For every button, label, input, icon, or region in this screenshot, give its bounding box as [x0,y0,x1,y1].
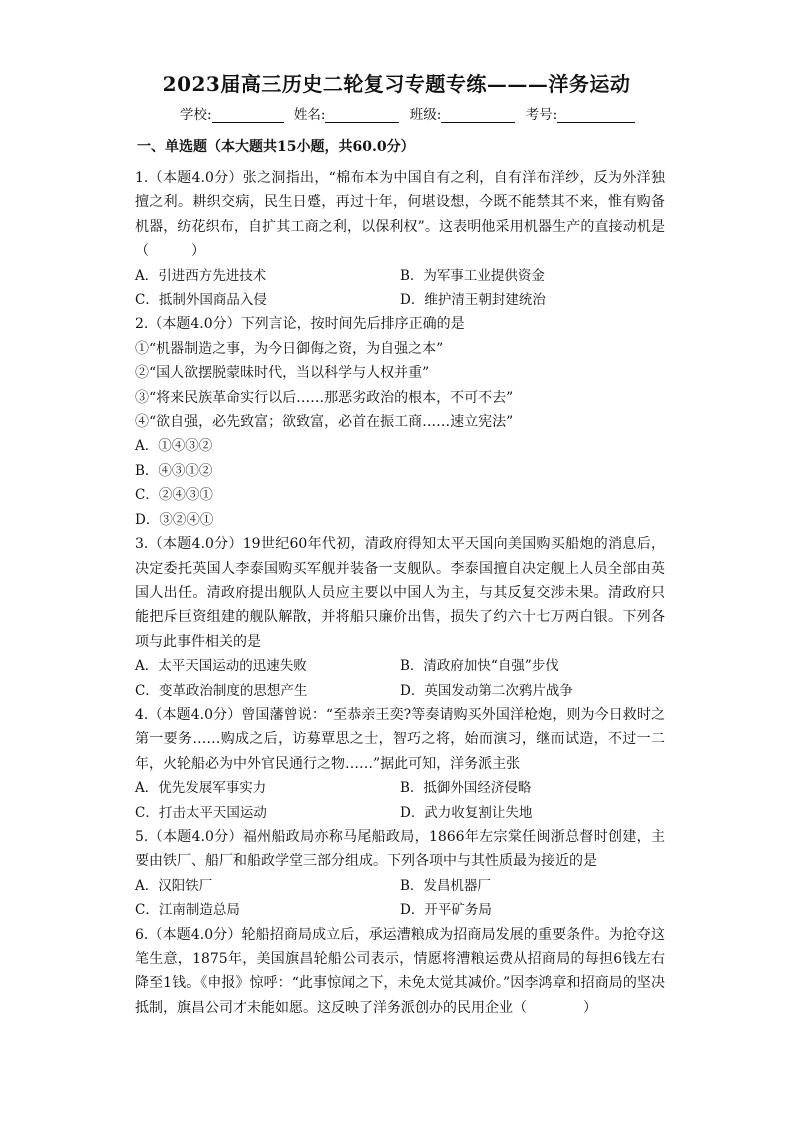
name-label: 姓名: [293,107,326,123]
option-row [135,874,665,898]
option-b[interactable]: B．清政府加快“自强”步伐 [400,658,559,675]
option-b[interactable]: B．发昌机器厂 [400,877,491,894]
option-row [135,679,665,703]
option-a[interactable]: A．优先发展军事实力 [135,780,267,797]
option-row [135,654,665,678]
school-label: 学校: [180,107,212,123]
exam-number-label: 考号: [525,107,558,123]
question-stem: 4.（本题4.0分）曾国藩曾说：“至恭亲王奕?等奏请购买外国洋枪炮，则为今日救时之第一要务……购成之后，访募覃思之士，智巧之将，始而演习，继而试造，不过一二年，火轮船必为中外官民通行之物……”据此可知，洋务派主张 [135,706,665,772]
school-field[interactable] [212,108,284,123]
option-d[interactable]: D．开平矿务局 [400,902,492,919]
option-c[interactable]: C．抵制外国商品入侵 [135,292,267,309]
question-stem: 5.（本题4.0分）福州船政局亦称马尾船政局，1866年左宗棠任闽浙总督时创建，主要由铁厂、船厂和船政学堂三部分组成。下列各项中与其性质最为接近的是 [135,828,665,870]
option-c[interactable]: C．②④③① [135,487,213,504]
statement: ①“机器制造之事，为今日御侮之资，为自强之本” [135,340,444,357]
page-title: 2023届高三历史二轮复习专题专练———洋务运动 [162,72,631,96]
option-a[interactable]: A．太平天国运动的迅速失败 [135,658,307,675]
statement: ④“欲自强，必先致富；欲致富，必首在振工商……速立宪法” [135,414,514,431]
option-c[interactable]: C．江南制造总局 [135,902,240,919]
option-a[interactable]: A．引进西方先进技术 [135,267,267,284]
option-b[interactable]: B．抵御外国经济侵略 [400,780,532,797]
statement: ②“国人欲摆脱蒙昧时代，当以科学与人权并重” [135,365,430,382]
option-b[interactable]: B．④③①② [135,462,213,479]
question-stem: 3.（本题4.0分）19世纪60年代初，清政府得知太平天国向美国购买船炮的消息后，决定委托英国人李泰国购买军舰并装备一支舰队。李泰国擅自决定舰上人员全部由英国人出任。清政府提出舰队人员应主要以中国人为主，与其反复交涉未果。清政府只能把斥巨资组建的舰队解散，并将船只廉价出售，损失了约六十七万两白银。下列各项与此事件相关的是 [135,536,665,650]
option-b[interactable]: B．为军事工业提供资金 [400,267,545,284]
option-a[interactable]: A．汉阳铁厂 [135,877,213,894]
option-d[interactable]: D．英国发动第二次鸦片战争 [400,682,573,699]
statement: ③“将来民族革命实行以后……那恶劣政治的根本，不可不去” [135,389,514,406]
option-d[interactable]: D．武力收复割让失地 [400,804,533,821]
option-d[interactable]: D．③②④① [135,511,214,528]
option-c[interactable]: C．打击太平天国运动 [135,804,267,821]
student-info-row [180,103,641,123]
option-row [135,264,665,288]
option-row [135,801,665,825]
option-a[interactable]: A．①④③② [135,438,213,455]
option-c[interactable]: C．变革政治制度的思想产生 [135,682,308,699]
question-list [135,166,665,1020]
option-d[interactable]: D．维护清王朝封建统治 [400,292,546,309]
exam-number-field[interactable] [557,108,635,123]
class-field[interactable] [441,108,515,123]
option-row [135,898,665,922]
question-stem: 6.（本题4.0分）轮船招商局成立后，承运漕粮成为招商局发展的重要条件。为抢夺这笔生意，1875年，美国旗昌轮船公司表示，情愿将漕粮运费从招商局的每担6钱左右降至1钱。《申报》惊呼：“此事惊闻之下，未免太觉其减价。”因李鸿章和招商局的坚决抵制，旗昌公司才未能如愿。这反映了洋务派创办的民用企业（ ） [135,926,665,1016]
section-heading: 一、单选题（本大题共15小题，共60.0分） [137,139,415,155]
question-stem: 2.（本题4.0分）下列言论，按时间先后排序正确的是 [135,316,465,333]
option-row [135,288,665,312]
class-label: 班级: [409,107,442,123]
question-stem: 1.（本题4.0分）张之洞指出，“棉布本为中国自有之利，自有洋布洋纱，反为外洋独擅之利。耕织交病，民生日蹙，再过十年，何堪设想，今既不能禁其不来，惟有购备机器，纺花织布，自扩其工商之利，以保利权”。这表明他采用机器生产的直接动机是（ ） [135,170,665,260]
name-field[interactable] [325,108,399,123]
option-row [135,776,665,800]
